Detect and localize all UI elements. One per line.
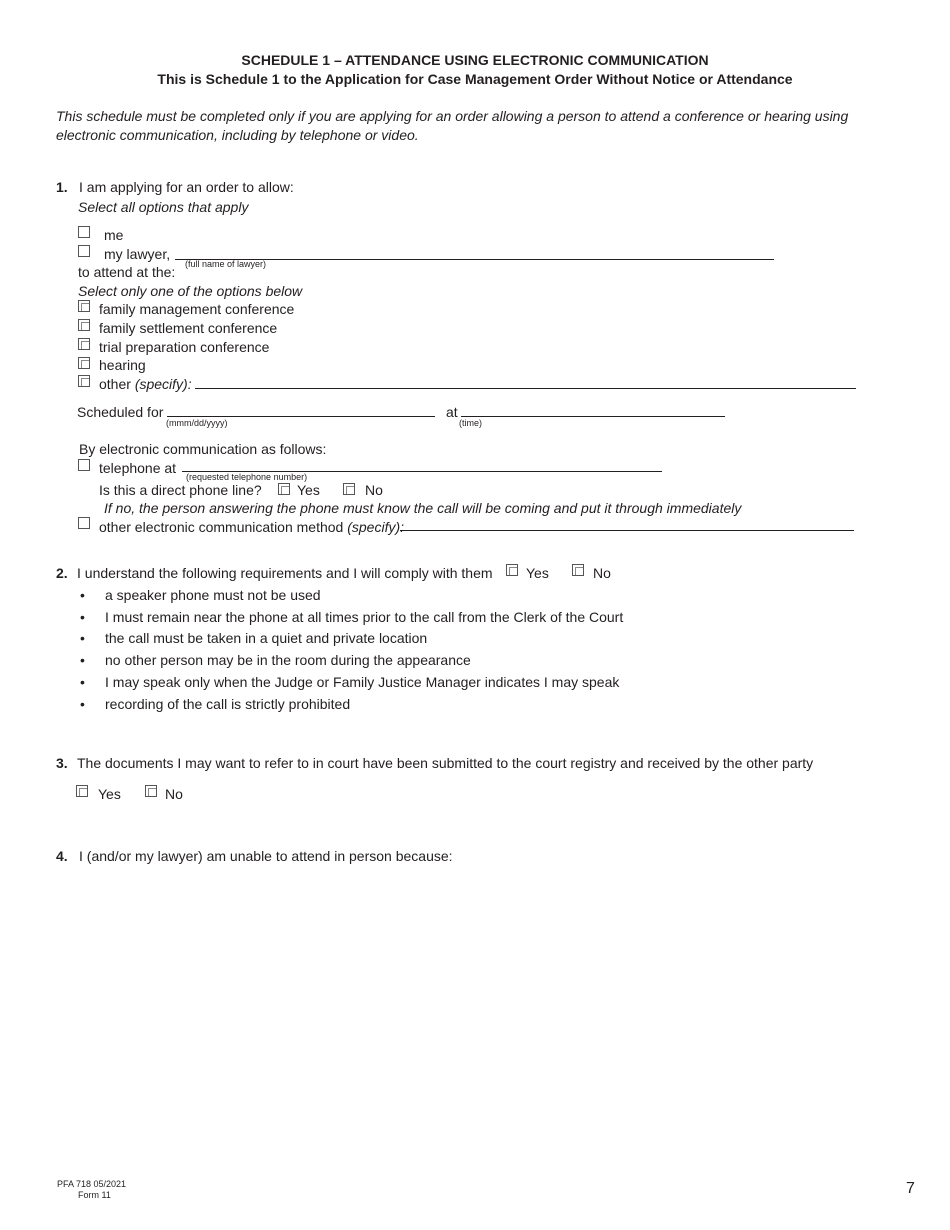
checkbox-other-method[interactable]: [78, 517, 90, 529]
scheduled-time-field[interactable]: [461, 416, 725, 417]
form-code: PFA 718 05/2021: [57, 1179, 127, 1189]
requirement-item: a speaker phone must not be used: [105, 587, 321, 603]
intro-line-1: This schedule must be completed only if you are applying for an order allowing a person to attend a conference or hearing using: [56, 108, 849, 124]
attend-at-label: to attend at the:: [78, 264, 176, 280]
bullet-marker: •: [80, 696, 85, 712]
checkbox-trial-preparation-conference[interactable]: [78, 338, 90, 350]
event-label-hearing: hearing: [99, 357, 146, 373]
if-no-instruction: If no, the person answering the phone must know the call will be coming and put it through immediately: [104, 500, 742, 516]
schedule-subtitle: This is Schedule 1 to the Application for Case Management Order Without Notice or Attendance: [157, 71, 793, 87]
q3-yes-label: Yes: [98, 786, 121, 802]
q3-number: 3.: [56, 755, 68, 771]
q3-text: The documents I may want to refer to in court have been submitted to the court registry and received by the other party: [77, 755, 814, 771]
scheduled-for-label: Scheduled for: [77, 404, 164, 420]
other-method-field[interactable]: [400, 530, 854, 531]
checkbox-q3-yes[interactable]: [76, 785, 88, 797]
schedule-title: SCHEDULE 1 – ATTENDANCE USING ELECTRONIC COMMUNICATION: [241, 52, 709, 68]
direct-line-yes-label: Yes: [297, 482, 320, 498]
bullet-marker: •: [80, 652, 85, 668]
requirement-item: the call must be taken in a quiet and private location: [105, 630, 428, 646]
event-label-trial-preparation: trial preparation conference: [99, 339, 270, 355]
lawyer-name-caption: (full name of lawyer): [185, 259, 267, 269]
other-method-text: other electronic communication method: [99, 519, 344, 535]
event-label-other: [99, 376, 192, 392]
option-lawyer-label: my lawyer,: [104, 246, 171, 262]
q2-text: I understand the following requirements and I will comply with them: [77, 565, 493, 581]
direct-line-question: Is this a direct phone line?: [99, 482, 262, 498]
at-label: at: [446, 404, 458, 420]
checkbox-other-event[interactable]: [78, 375, 90, 387]
scheduled-date-field[interactable]: [167, 416, 435, 417]
page-number: 7: [906, 1180, 915, 1197]
other-method-label: [99, 519, 404, 535]
bullet-marker: •: [80, 587, 85, 603]
checkbox-direct-line-yes[interactable]: [278, 483, 290, 495]
q4-number: 4.: [56, 848, 68, 864]
q1-hint-2: Select only one of the options below: [78, 283, 303, 299]
requirement-item: no other person may be in the room during the appearance: [105, 652, 471, 668]
checkbox-q2-no[interactable]: [572, 564, 584, 576]
checkbox-family-management-conference[interactable]: [78, 300, 90, 312]
time-caption: (time): [459, 418, 482, 428]
other-label: other: [99, 376, 131, 392]
checkbox-direct-line-no[interactable]: [343, 483, 355, 495]
q2-yes-label: Yes: [526, 565, 549, 581]
q4-answer-area[interactable]: [56, 875, 856, 1155]
q1-hint: Select all options that apply: [78, 199, 249, 215]
checkbox-telephone[interactable]: [78, 459, 90, 471]
other-event-field[interactable]: [195, 388, 856, 389]
specify-label-2: (specify):: [347, 519, 405, 535]
checkbox-family-settlement-conference[interactable]: [78, 319, 90, 331]
checkbox-q2-yes[interactable]: [506, 564, 518, 576]
form-number: Form 11: [78, 1190, 111, 1200]
bullet-marker: •: [80, 609, 85, 625]
checkbox-q3-no[interactable]: [145, 785, 157, 797]
q4-text: I (and/or my lawyer) am unable to attend in person because:: [79, 848, 453, 864]
requirement-item: I must remain near the phone at all times prior to the call from the Clerk of the Court: [105, 609, 624, 625]
event-label-family-management: family management conference: [99, 301, 295, 317]
checkbox-hearing[interactable]: [78, 357, 90, 369]
option-me-label: me: [104, 227, 124, 243]
checkbox-my-lawyer[interactable]: [78, 245, 90, 257]
date-caption: (mmm/dd/yyyy): [166, 418, 228, 428]
checkbox-me[interactable]: [78, 226, 90, 238]
intro-line-2: electronic communication, including by telephone or video.: [56, 127, 419, 143]
bullet-marker: •: [80, 674, 85, 690]
q2-no-label: No: [593, 565, 611, 581]
q3-no-label: No: [165, 786, 183, 802]
phone-caption: (requested telephone number): [186, 472, 308, 482]
q2-number: 2.: [56, 565, 68, 581]
q1-number: 1.: [56, 179, 68, 195]
telephone-at-label: telephone at: [99, 460, 177, 476]
direct-line-no-label: No: [365, 482, 383, 498]
by-electronic-label: By electronic communication as follows:: [79, 441, 327, 457]
q1-text: I am applying for an order to allow:: [79, 179, 294, 195]
bullet-marker: •: [80, 630, 85, 646]
requirement-item: recording of the call is strictly prohibited: [105, 696, 351, 712]
requirement-item: I may speak only when the Judge or Family Justice Manager indicates I may speak: [105, 674, 620, 690]
specify-label: (specify):: [134, 376, 192, 392]
event-label-family-settlement: family settlement conference: [99, 320, 278, 336]
